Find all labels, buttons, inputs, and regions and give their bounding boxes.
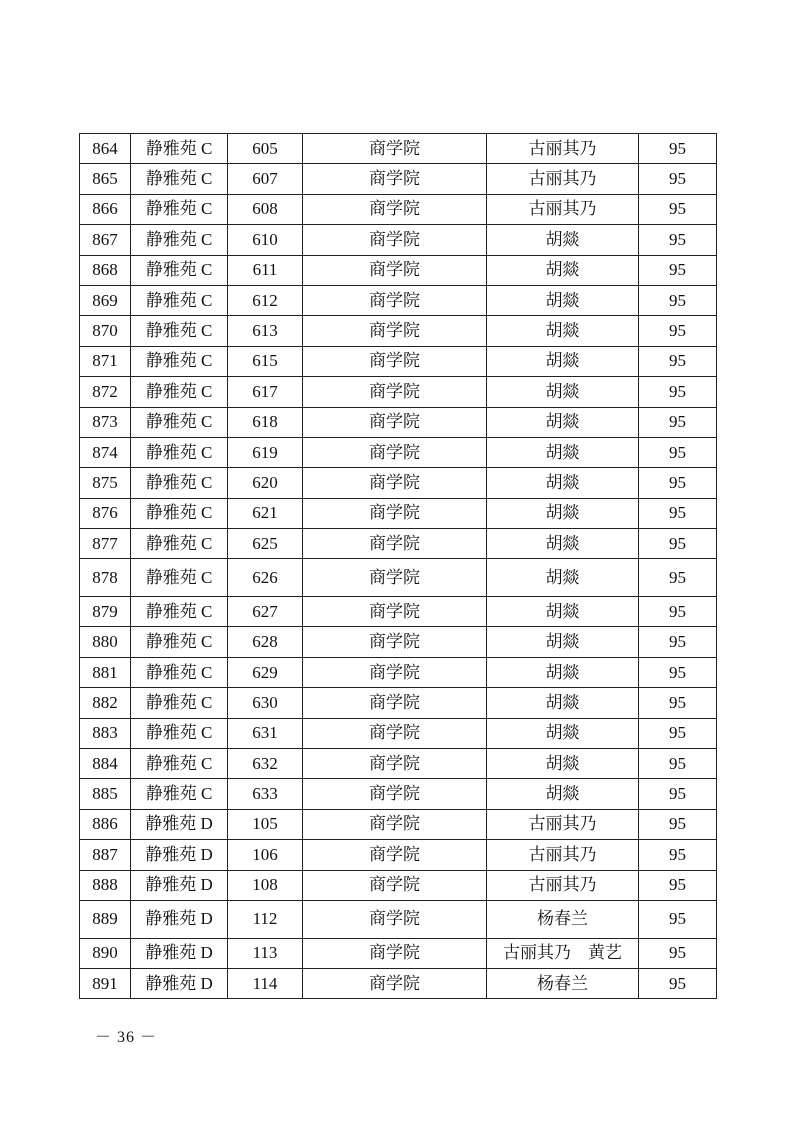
college-cell: 商学院 [303,968,487,998]
college-cell: 商学院 [303,840,487,870]
row-number-cell: 874 [80,437,131,467]
row-number-cell: 880 [80,627,131,657]
room-number-cell: 632 [228,749,303,779]
college-cell: 商学院 [303,657,487,687]
page-number: － 36 － [95,1029,158,1046]
table-row [80,194,717,224]
table-row [80,285,717,315]
row-number-cell: 868 [80,255,131,285]
room-number-cell: 114 [228,968,303,998]
score-cell: 95 [639,779,717,809]
row-number-cell: 865 [80,164,131,194]
row-number-cell: 884 [80,749,131,779]
table-row [80,346,717,376]
score-cell: 95 [639,529,717,559]
score-cell: 95 [639,134,717,164]
building-cell: 静雅苑 D [131,900,228,938]
table-row [80,225,717,255]
room-number-cell: 106 [228,840,303,870]
counselor-cell: 胡燚 [487,316,639,346]
score-cell: 95 [639,688,717,718]
counselor-cell: 古丽其乃 黄艺 [487,938,639,968]
score-cell: 95 [639,225,717,255]
score-cell: 95 [639,900,717,938]
room-number-cell: 613 [228,316,303,346]
building-cell: 静雅苑 C [131,529,228,559]
building-cell: 静雅苑 C [131,377,228,407]
building-cell: 静雅苑 D [131,809,228,839]
table-row [80,627,717,657]
counselor-cell: 胡燚 [487,346,639,376]
room-number-cell: 105 [228,809,303,839]
row-number-cell: 876 [80,498,131,528]
counselor-cell: 古丽其乃 [487,840,639,870]
score-cell: 95 [639,437,717,467]
counselor-cell: 胡燚 [487,718,639,748]
building-cell: 静雅苑 C [131,688,228,718]
building-cell: 静雅苑 C [131,437,228,467]
room-number-cell: 112 [228,900,303,938]
score-cell: 95 [639,346,717,376]
building-cell: 静雅苑 C [131,194,228,224]
table-row [80,840,717,870]
college-cell: 商学院 [303,134,487,164]
room-number-cell: 608 [228,194,303,224]
table-row [80,255,717,285]
room-number-cell: 611 [228,255,303,285]
row-number-cell: 889 [80,900,131,938]
room-number-cell: 626 [228,559,303,597]
table-row [80,437,717,467]
row-number-cell: 885 [80,779,131,809]
building-cell: 静雅苑 C [131,749,228,779]
score-cell: 95 [639,316,717,346]
counselor-cell: 胡燚 [487,437,639,467]
row-number-cell: 869 [80,285,131,315]
college-cell: 商学院 [303,255,487,285]
college-cell: 商学院 [303,900,487,938]
row-number-cell: 875 [80,468,131,498]
score-cell: 95 [639,285,717,315]
score-cell: 95 [639,718,717,748]
room-number-cell: 631 [228,718,303,748]
table-row [80,779,717,809]
counselor-cell: 胡燚 [487,255,639,285]
room-number-cell: 630 [228,688,303,718]
room-number-cell: 619 [228,437,303,467]
building-cell: 静雅苑 C [131,468,228,498]
counselor-cell: 胡燚 [487,627,639,657]
counselor-cell: 古丽其乃 [487,134,639,164]
row-number-cell: 877 [80,529,131,559]
table-row [80,529,717,559]
building-cell: 静雅苑 C [131,225,228,255]
table-body [80,134,717,999]
score-cell: 95 [639,968,717,998]
college-cell: 商学院 [303,718,487,748]
counselor-cell: 胡燚 [487,529,639,559]
counselor-cell: 古丽其乃 [487,809,639,839]
room-number-cell: 108 [228,870,303,900]
college-cell: 商学院 [303,407,487,437]
college-cell: 商学院 [303,225,487,255]
counselor-cell: 胡燚 [487,377,639,407]
room-number-cell: 620 [228,468,303,498]
score-cell: 95 [639,407,717,437]
table-row [80,377,717,407]
building-cell: 静雅苑 C [131,718,228,748]
college-cell: 商学院 [303,779,487,809]
table-row [80,164,717,194]
score-cell: 95 [639,597,717,627]
building-cell: 静雅苑 C [131,627,228,657]
college-cell: 商学院 [303,559,487,597]
row-number-cell: 890 [80,938,131,968]
college-cell: 商学院 [303,529,487,559]
dormitory-score-table [79,133,717,999]
room-number-cell: 610 [228,225,303,255]
college-cell: 商学院 [303,597,487,627]
table-row [80,968,717,998]
score-cell: 95 [639,377,717,407]
college-cell: 商学院 [303,346,487,376]
room-number-cell: 633 [228,779,303,809]
building-cell: 静雅苑 C [131,164,228,194]
college-cell: 商学院 [303,316,487,346]
building-cell: 静雅苑 C [131,255,228,285]
row-number-cell: 888 [80,870,131,900]
table-row [80,688,717,718]
counselor-cell: 胡燚 [487,597,639,627]
table-row [80,870,717,900]
building-cell: 静雅苑 D [131,938,228,968]
room-number-cell: 615 [228,346,303,376]
row-number-cell: 886 [80,809,131,839]
counselor-cell: 胡燚 [487,498,639,528]
counselor-cell: 胡燚 [487,559,639,597]
room-number-cell: 113 [228,938,303,968]
college-cell: 商学院 [303,468,487,498]
row-number-cell: 867 [80,225,131,255]
college-cell: 商学院 [303,377,487,407]
college-cell: 商学院 [303,938,487,968]
score-cell: 95 [639,840,717,870]
score-cell: 95 [639,255,717,285]
counselor-cell: 胡燚 [487,688,639,718]
row-number-cell: 882 [80,688,131,718]
building-cell: 静雅苑 C [131,134,228,164]
row-number-cell: 879 [80,597,131,627]
row-number-cell: 873 [80,407,131,437]
college-cell: 商学院 [303,809,487,839]
college-cell: 商学院 [303,164,487,194]
college-cell: 商学院 [303,627,487,657]
building-cell: 静雅苑 C [131,559,228,597]
counselor-cell: 胡燚 [487,225,639,255]
room-number-cell: 605 [228,134,303,164]
building-cell: 静雅苑 C [131,498,228,528]
room-number-cell: 629 [228,657,303,687]
college-cell: 商学院 [303,285,487,315]
score-cell: 95 [639,164,717,194]
counselor-cell: 古丽其乃 [487,164,639,194]
row-number-cell: 891 [80,968,131,998]
table-row [80,134,717,164]
score-cell: 95 [639,749,717,779]
row-number-cell: 870 [80,316,131,346]
college-cell: 商学院 [303,749,487,779]
table-row [80,559,717,597]
row-number-cell: 881 [80,657,131,687]
counselor-cell: 古丽其乃 [487,870,639,900]
table-row [80,468,717,498]
score-cell: 95 [639,657,717,687]
building-cell: 静雅苑 C [131,407,228,437]
room-number-cell: 612 [228,285,303,315]
counselor-cell: 胡燚 [487,657,639,687]
counselor-cell: 古丽其乃 [487,194,639,224]
building-cell: 静雅苑 D [131,870,228,900]
table-row [80,407,717,437]
score-cell: 95 [639,194,717,224]
room-number-cell: 625 [228,529,303,559]
college-cell: 商学院 [303,437,487,467]
college-cell: 商学院 [303,688,487,718]
college-cell: 商学院 [303,870,487,900]
row-number-cell: 866 [80,194,131,224]
row-number-cell: 878 [80,559,131,597]
score-cell: 95 [639,498,717,528]
counselor-cell: 胡燚 [487,779,639,809]
counselor-cell: 胡燚 [487,285,639,315]
room-number-cell: 617 [228,377,303,407]
building-cell: 静雅苑 C [131,346,228,376]
counselor-cell: 杨春兰 [487,900,639,938]
building-cell: 静雅苑 C [131,779,228,809]
row-number-cell: 887 [80,840,131,870]
table-row [80,316,717,346]
college-cell: 商学院 [303,498,487,528]
building-cell: 静雅苑 C [131,316,228,346]
table-row [80,749,717,779]
table-row [80,938,717,968]
building-cell: 静雅苑 D [131,840,228,870]
room-number-cell: 607 [228,164,303,194]
building-cell: 静雅苑 C [131,285,228,315]
building-cell: 静雅苑 C [131,657,228,687]
table-row [80,718,717,748]
row-number-cell: 871 [80,346,131,376]
table-row [80,498,717,528]
building-cell: 静雅苑 C [131,597,228,627]
score-cell: 95 [639,559,717,597]
row-number-cell: 864 [80,134,131,164]
table-row [80,657,717,687]
table-row [80,809,717,839]
counselor-cell: 胡燚 [487,468,639,498]
counselor-cell: 胡燚 [487,749,639,779]
room-number-cell: 628 [228,627,303,657]
room-number-cell: 618 [228,407,303,437]
building-cell: 静雅苑 D [131,968,228,998]
room-number-cell: 627 [228,597,303,627]
row-number-cell: 872 [80,377,131,407]
room-number-cell: 621 [228,498,303,528]
table-row [80,597,717,627]
score-cell: 95 [639,468,717,498]
score-cell: 95 [639,809,717,839]
counselor-cell: 杨春兰 [487,968,639,998]
score-cell: 95 [639,938,717,968]
college-cell: 商学院 [303,194,487,224]
table-row [80,900,717,938]
score-cell: 95 [639,870,717,900]
row-number-cell: 883 [80,718,131,748]
counselor-cell: 胡燚 [487,407,639,437]
score-cell: 95 [639,627,717,657]
